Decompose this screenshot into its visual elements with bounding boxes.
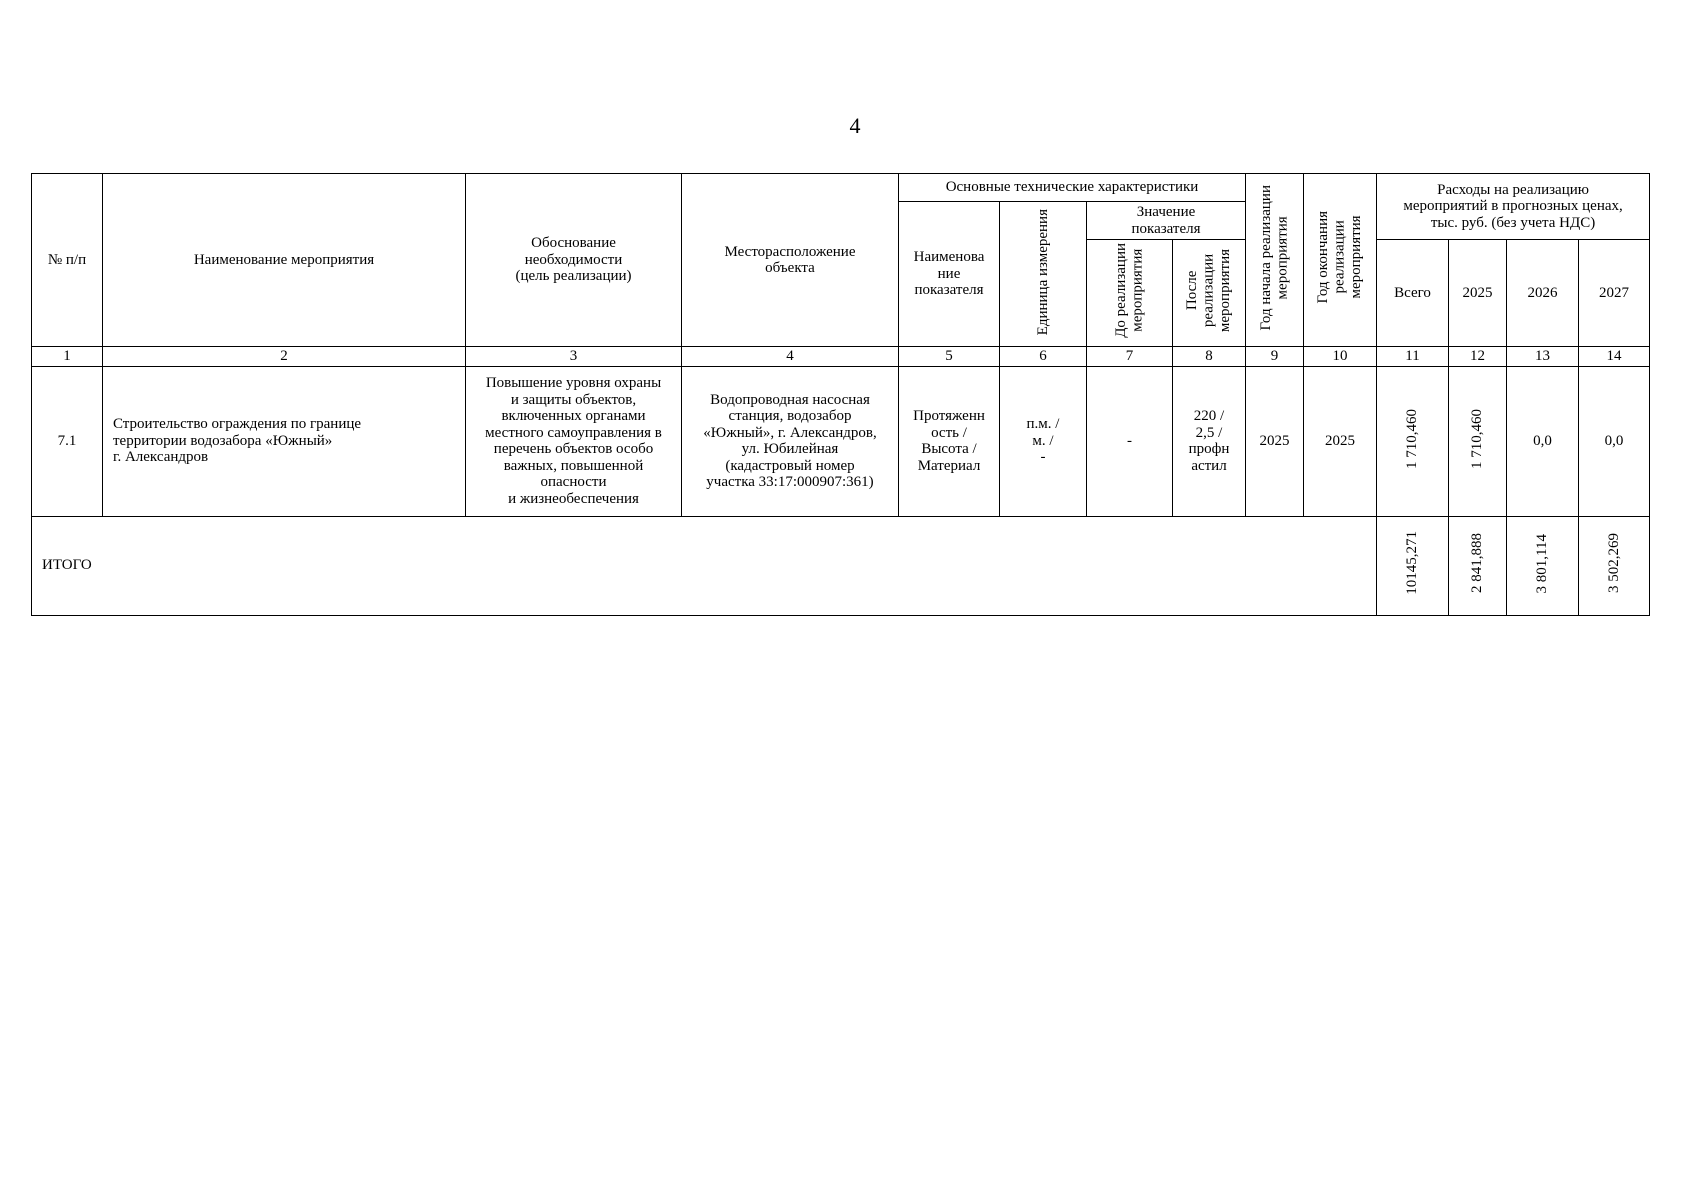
column-number: 5 xyxy=(899,347,1000,367)
header-indicator-name: Наименова ние показателя xyxy=(899,202,1000,347)
row-total: 1 710,460 xyxy=(1404,408,1421,469)
header-tech-group: Основные технические характеристики xyxy=(899,174,1246,202)
column-number: 12 xyxy=(1449,347,1507,367)
column-number: 10 xyxy=(1304,347,1377,367)
header-before xyxy=(1087,240,1173,347)
totals-label: ИТОГО xyxy=(32,516,1377,615)
header-justification: Обоснование необходимости (цель реализации) xyxy=(466,174,682,347)
totals-total: 10145,271 xyxy=(1404,531,1421,596)
column-number: 8 xyxy=(1173,347,1246,367)
header-after xyxy=(1173,240,1246,347)
totals-2026: 3 801,114 xyxy=(1534,533,1551,593)
column-number: 2 xyxy=(103,347,466,367)
column-number: 14 xyxy=(1579,347,1650,367)
row-location: Водопроводная насосная станция, водозабор «Южный», г. Александров, ул. Юбилейная (кадастровый номер участка 33:17:000907:361) xyxy=(682,366,899,516)
row-after: 220 / 2,5 / профн астил xyxy=(1173,366,1246,516)
header-year-start xyxy=(1246,174,1304,347)
page-number: 4 xyxy=(849,113,861,138)
column-number: 3 xyxy=(466,347,682,367)
header-value-group: Значение показателя xyxy=(1087,202,1246,240)
header-year-end xyxy=(1304,174,1377,347)
header-2026: 2026 xyxy=(1507,240,1579,347)
header-num: № п/п xyxy=(32,174,103,347)
row-total-cell xyxy=(1377,366,1449,516)
totals-2026-cell xyxy=(1507,516,1579,615)
column-number: 1 xyxy=(32,347,103,367)
totals-2025-cell xyxy=(1449,516,1507,615)
totals-2027-cell xyxy=(1579,516,1650,615)
row-justification: Повышение уровня охраны и защиты объектов, включенных органами местного самоуправления в перечень объектов особо важных, повышенной опасности и жизнеобеспечения xyxy=(466,366,682,516)
header-unit-text: Единица измерения xyxy=(1034,208,1051,335)
header-total: Всего xyxy=(1377,240,1449,347)
row-name: Строительство ограждения по границе территории водозабора «Южный» г. Александров xyxy=(103,366,466,516)
header-2027: 2027 xyxy=(1579,240,1650,347)
row-before: - xyxy=(1087,366,1173,516)
row-2025-cell xyxy=(1449,366,1507,516)
header-unit xyxy=(1000,202,1087,347)
row-2027: 0,0 xyxy=(1579,366,1650,516)
column-number-row xyxy=(32,347,1650,367)
row-year-end: 2025 xyxy=(1304,366,1377,516)
header-year-end-text: Год окончания реализации мероприятия xyxy=(1315,211,1365,304)
totals-total-cell xyxy=(1377,516,1449,615)
column-number: 4 xyxy=(682,347,899,367)
totals-row xyxy=(32,516,1650,615)
header-2025: 2025 xyxy=(1449,240,1507,347)
totals-2027: 3 502,269 xyxy=(1605,533,1622,594)
header-row-1 xyxy=(32,174,1650,202)
totals-2025: 2 841,888 xyxy=(1469,533,1486,594)
row-2026: 0,0 xyxy=(1507,366,1579,516)
column-number: 7 xyxy=(1087,347,1173,367)
header-costs-group: Расходы на реализацию мероприятий в прогнозных ценах, тыс. руб. (без учета НДС) xyxy=(1377,174,1650,240)
column-number: 9 xyxy=(1246,347,1304,367)
activities-table xyxy=(31,173,1650,616)
header-location: Месторасположение объекта xyxy=(682,174,899,347)
column-number: 11 xyxy=(1377,347,1449,367)
row-unit: п.м. / м. / - xyxy=(1000,366,1087,516)
table-row xyxy=(32,366,1650,516)
header-name: Наименование мероприятия xyxy=(103,174,466,347)
row-2025: 1 710,460 xyxy=(1469,408,1486,469)
header-after-text: После реализации мероприятия xyxy=(1184,249,1234,333)
header-before-text: До реализации мероприятия xyxy=(1113,243,1146,339)
row-year-start: 2025 xyxy=(1246,366,1304,516)
column-number: 13 xyxy=(1507,347,1579,367)
header-year-start-text: Год начала реализации мероприятия xyxy=(1258,185,1291,331)
row-indicator: Протяженн ость / Высота / Материал xyxy=(899,366,1000,516)
row-num: 7.1 xyxy=(32,366,103,516)
column-number: 6 xyxy=(1000,347,1087,367)
